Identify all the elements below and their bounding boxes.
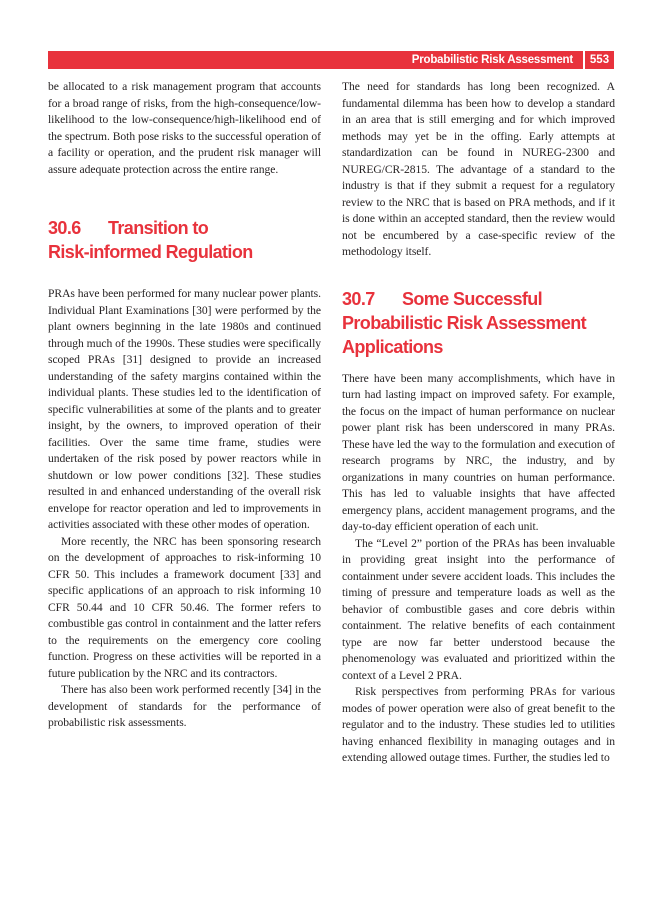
paragraph: Risk perspectives from performing PRAs for various modes of power operation were also of great benefit to the regulator and to the industry. These studies led to utilities having enhanced flexibility in managing outages and in extending allowed outage times. Further, the studies led to bbox=[342, 685, 615, 764]
section-heading-30-7 bbox=[342, 287, 615, 359]
paragraph: More recently, the NRC has been sponsoring research on the development of approaches to risk-informing 10 CFR 50. This includes a framework document [33] and specific applications of an approach to risk informing 10 CFR 50.44 and 10 CFR 50.46. The former refers to combustible gas control in containment and the latter refers to the requirements on the emergency core cooling function. Progress on these activities will be reported in a future publication by the NRC and its contractors. bbox=[48, 534, 321, 680]
running-title: Probabilistic Risk Assessment bbox=[411, 54, 573, 66]
section-number: 30.7 bbox=[342, 288, 375, 309]
right-column bbox=[342, 79, 615, 767]
page-number: 553 bbox=[585, 51, 614, 69]
paragraph: There have been many accomplishments, which have in turn had lasting impact on improved safety. For example, the focus on the impact of human performance on nuclear power plant risk has been underscored in many PRAs. These have led the way to the formulation and execution of research programs by NRC, the industry, and by organizations in many countries on human performance. This has led to valuable insights that have affected emergency plans, accident management programs, and the day-to-day efficient operation of each unit. bbox=[342, 371, 615, 533]
section-title-line3: Applications bbox=[342, 336, 443, 357]
section-number: 30.6 bbox=[48, 218, 81, 238]
section-title-line2: Probabilistic Risk Assessment bbox=[342, 312, 587, 333]
running-header bbox=[48, 51, 583, 69]
section-title-line1: Transition to bbox=[108, 218, 209, 238]
paragraph: The “Level 2” portion of the PRAs has been invaluable in providing great insight into the performance of containment under severe accident loads. This includes the timing of pressure and temperature loads as well as the behavior of combustible gases and core debris within containment. The relative benefits of each containment type are now far better understood because the phenomenology was evaluated and prioritized within the context of a Level 2 PRA. bbox=[342, 536, 615, 682]
paragraph: The need for standards has long been recognized. A fundamental dilemma has been how to develop a standard in an area that is still emerging and for which improved methods may yet be in the offing. Early attempts at standardization can be found in NUREG-2300 and NUREG/CR-2815. The advantage of a standard to the industry is that if they submit a request for a regulatory review to the NRC that is based on PRA methods, and if it is done within an accepted standard, then the review would not be encumbered by a case-specific review of the methodology itself. bbox=[342, 80, 615, 258]
section-title-line1: Some Successful bbox=[402, 288, 543, 309]
paragraph: PRAs have been performed for many nuclear power plants. Individual Plant Examinations [30] were performed by the plant owners beginning in the late 1980s and continued through much of the 1990s. These studies were specifically scoped PRAs [31] designed to provide an increased understanding of the safety margins contained within the individual plants. These studies led to the identification of specific vulnerabilities at some of the plants and to greater insight, by the owners, to improved operation of their facilities. Over the same time frame, studies were undertaken of the risk posed by power reactors while in shutdown or low power conditions [32]. These studies resulted in and enhanced understanding of the overall risk envelope for reactor operation and led to improvements in activities associated with these other modes of operation. bbox=[48, 287, 321, 531]
paragraph-continued: be allocated to a risk management program that accounts for a broad range of risks, from the high-consequence/low-likelihood to the low-consequence/high-likelihood end of the spectrum. Both pose risks to the successful operation of a facility or operation, and the prudent risk manager will assure adequate protection across the entire range. bbox=[48, 80, 321, 176]
paragraph: There has also been work performed recently [34] in the development of standards for the performance of probabilistic risk assessments. bbox=[48, 683, 321, 729]
left-column bbox=[48, 79, 321, 732]
section-heading-30-6 bbox=[48, 216, 321, 264]
section-title-line2: Risk-informed Regulation bbox=[48, 242, 253, 262]
